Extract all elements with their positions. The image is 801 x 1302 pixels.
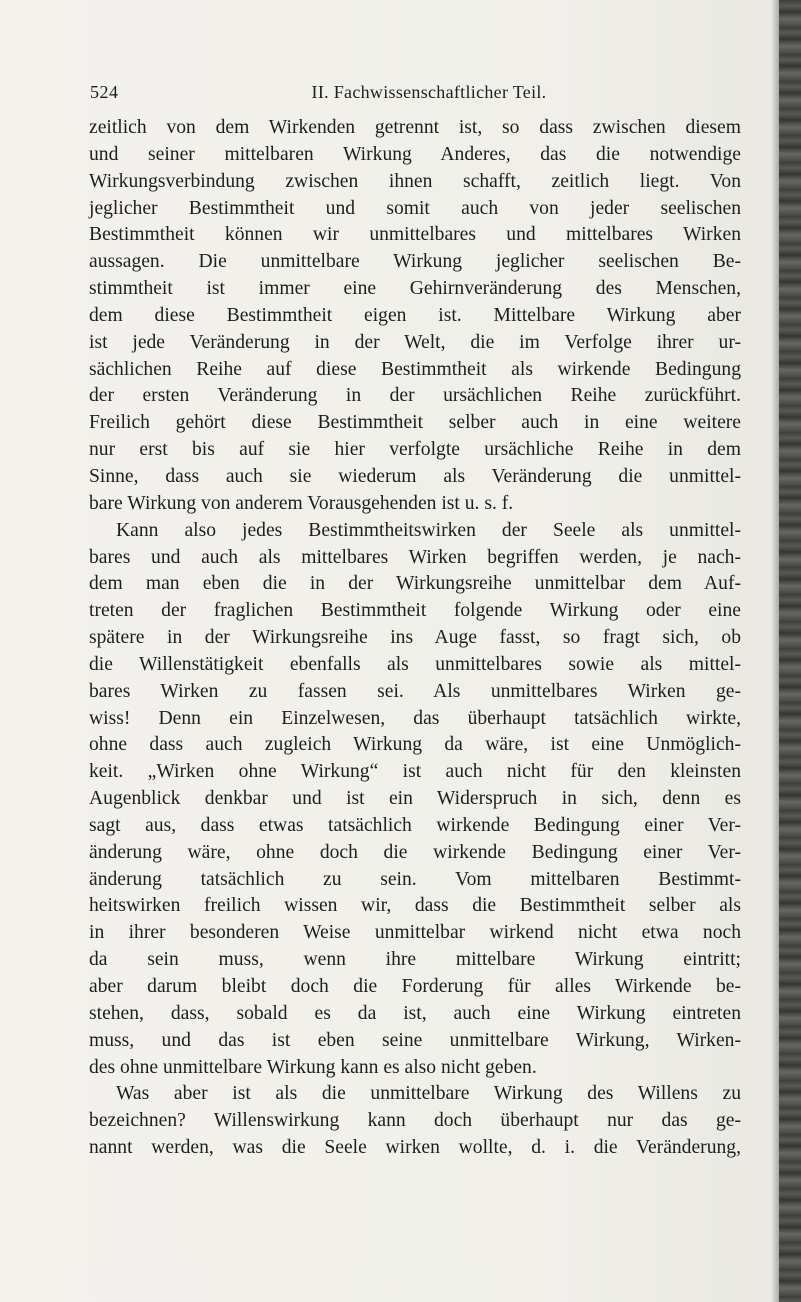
page-header [90,82,738,108]
text-line: stehen, dass, sobald es da ist, auch eine Wirkung eintreten [89,1002,741,1024]
page-edge [779,0,801,1302]
text-line: wiss! Denn ein Einzelwesen, das überhaupt tatsächlich wirkte, [89,707,741,729]
text-line: ist jede Veränderung in der Welt, die im Verfolge ihrer ur- [89,331,741,353]
text-line: Bestimmtheit können wir unmittelbares und mittelbares Wirken [89,224,741,246]
text-line: der ersten Veränderung in der ursächlichen Reihe zurückführt. [89,385,741,407]
text-line: Was aber ist als die unmittelbare Wirkung des Willens zu [116,1083,741,1105]
text-line: bezeichnen? Willenswirkung kann doch überhaupt nur das ge- [89,1110,741,1132]
page-number: 524 [90,82,119,102]
text-line: treten der fraglichen Bestimmtheit folgende Wirkung oder eine [89,600,741,622]
text-line: keit. „Wirken ohne Wirkung“ ist auch nicht für den kleinsten [89,761,741,783]
text-line: spätere in der Wirkungsreihe ins Auge fasst, so fragt sich, ob [89,627,741,649]
text-line: bares und auch als mittelbares Wirken begriffen werden, je nach- [89,546,741,568]
text-line: jeglicher Bestimmtheit und somit auch von jeder seelischen [89,197,741,219]
text-line: bares Wirken zu fassen sei. Als unmittelbares Wirken ge- [89,680,741,702]
text-line: nur erst bis auf sie hier verfolgte ursächliche Reihe in dem [89,439,741,461]
text-line: stimmtheit ist immer eine Gehirnveränderung des Menschen, [89,278,741,300]
text-line: in ihrer besonderen Weise unmittelbar wirkend nicht etwa noch [89,922,741,944]
text-line: da sein muss, wenn ihre mittelbare Wirkung eintritt; [89,949,741,971]
text-line: sächlichen Reihe auf diese Bestimmtheit als wirkende Bedingung [89,358,741,380]
running-head: II. Fachwissenschaftlicher Teil. [311,82,547,102]
text-line: änderung tatsächlich zu sein. Vom mittelbaren Bestimmt- [89,868,741,890]
text-line: des ohne unmittelbare Wirkung kann es also nicht geben. [89,1056,537,1078]
text-line: nannt werden, was die Seele wirken wollte, d. i. die Veränderung, [89,1137,741,1159]
text-line: Wirkungsverbindung zwischen ihnen schafft, zeitlich liegt. Von [89,170,741,192]
text-line: sagt aus, dass etwas tatsächlich wirkende Bedingung einer Ver- [89,814,741,836]
text-line: und seiner mittelbaren Wirkung Anderes, das die notwendige [89,143,741,165]
text-line: aussagen. Die unmittelbare Wirkung jeglicher seelischen Be- [89,251,741,273]
text-line: bare Wirkung von anderem Vorausgehenden ist u. s. f. [89,492,514,514]
body-text [89,115,741,1162]
text-line: heitswirken freilich wissen wir, dass die Bestimmtheit selber als [89,895,741,917]
text-line: dem diese Bestimmtheit eigen ist. Mittelbare Wirkung aber [89,304,741,326]
text-line: zeitlich von dem Wirkenden getrennt ist, so dass zwischen diesem [89,117,741,138]
text-line: dem man eben die in der Wirkungsreihe unmittelbar dem Auf- [89,573,741,595]
text-line: Freilich gehört diese Bestimmtheit selber auch in eine weitere [89,412,741,434]
text-line: die Willenstätigkeit ebenfalls als unmittelbares sowie als mittel- [89,653,741,675]
text-line: Augenblick denkbar und ist ein Widerspruch in sich, denn es [89,788,741,810]
text-line: aber darum bleibt doch die Forderung für alles Wirkende be- [89,976,741,997]
text-line: ohne dass auch zugleich Wirkung da wäre, ist eine Unmöglich- [89,734,741,756]
text-line: muss, und das ist eben seine unmittelbare Wirkung, Wirken- [89,1029,741,1051]
text-line: Kann also jedes Bestimmtheitswirken der Seele als unmittel- [116,519,741,541]
text-line: änderung wäre, ohne doch die wirkende Bedingung einer Ver- [89,841,741,863]
text-line: Sinne, dass auch sie wiederum als Veränderung die unmittel- [89,465,741,487]
